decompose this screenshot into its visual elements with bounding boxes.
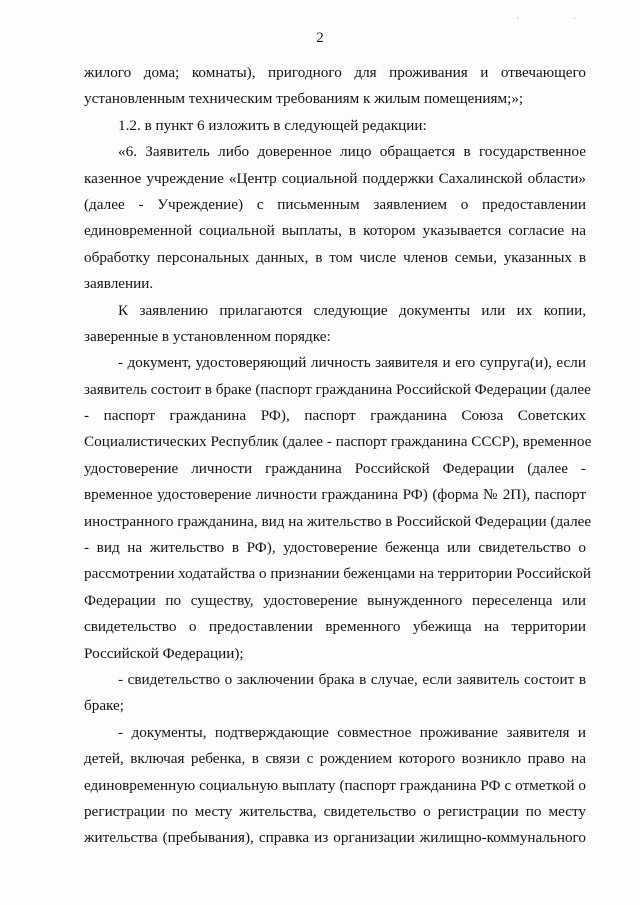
text-line: К заявлению прилагаются следующие документы или их копии, [118, 301, 586, 319]
text-line: заявитель состоит в браке (паспорт гражданина Российской Федерации (далее [84, 380, 591, 398]
text-line: единовременную социальную выплату (паспорт гражданина РФ с отметкой о [84, 776, 586, 794]
text-line: единовременной социальной выплаты, в котором указывается согласие на [84, 222, 586, 240]
scan-specks: · · [516, 14, 602, 23]
document-body [84, 60, 592, 852]
text-line: браке; [84, 697, 125, 715]
text-line: Российской Федерации); [84, 644, 244, 662]
text-line: (далее - Учреждение) с письменным заявлением о предоставлении [84, 195, 586, 213]
text-line: регистрации по месту жительства, свидетельство о регистрации по месту [84, 802, 586, 820]
text-line: жительства (пребывания), справка из организации жилищно-коммунального [84, 829, 586, 847]
text-line: - свидетельство о заключении брака в случае, если заявитель состоит в [118, 670, 586, 688]
text-line: жилого дома; комнаты), пригодного для проживания и отвечающего [84, 64, 586, 81]
text-line: казенное учреждение «Центр социальной поддержки Сахалинской области» [84, 169, 586, 187]
text-line: иностранного гражданина, вид на жительство в Российской Федерации (далее [84, 512, 592, 530]
text-line: Федерации по существу, удостоверение вынужденного переселенца или [84, 591, 586, 609]
text-line: заверенные в установленном порядке: [84, 327, 331, 345]
text-line: удостоверение личности гражданина Российской Федерации (далее - [84, 459, 586, 477]
text-line: установленным техническим требованиям к жилым помещениям;»; [84, 90, 524, 108]
text-line: детей, включая ребенка, в связи с рождением которого возникло право на [84, 750, 586, 768]
text-line: рассмотрении ходатайства о признании беженцами на территории Российской [84, 565, 591, 583]
text-line: обработку персональных данных, в том числе членов семьи, указанных в [84, 248, 586, 266]
text-line: заявлении. [84, 275, 154, 293]
text-line: 1.2. в пункт 6 изложить в следующей редакции: [118, 116, 427, 134]
text-line: - паспорт гражданина РФ), паспорт гражданина Союза Советских [84, 407, 586, 425]
page-number: 2 [316, 30, 324, 46]
text-line: свидетельство о предоставлении временного убежища на территории [84, 618, 586, 636]
text-line: Социалистических Республик (далее - паспорт гражданина СССР), временное [84, 433, 592, 451]
text-line: временное удостоверение личности гражданина РФ) (форма № 2П), паспорт [84, 486, 586, 504]
text-line: - вид на жительство в РФ), удостоверение беженца или свидетельство о [84, 539, 586, 557]
text-line: - документы, подтверждающие совместное проживание заявителя и [118, 723, 586, 741]
text-line: «6. Заявитель либо доверенное лицо обращается в государственное [118, 143, 586, 161]
text-line: - документ, удостоверяющий личность заявителя и его супруга(и), если [118, 354, 586, 372]
